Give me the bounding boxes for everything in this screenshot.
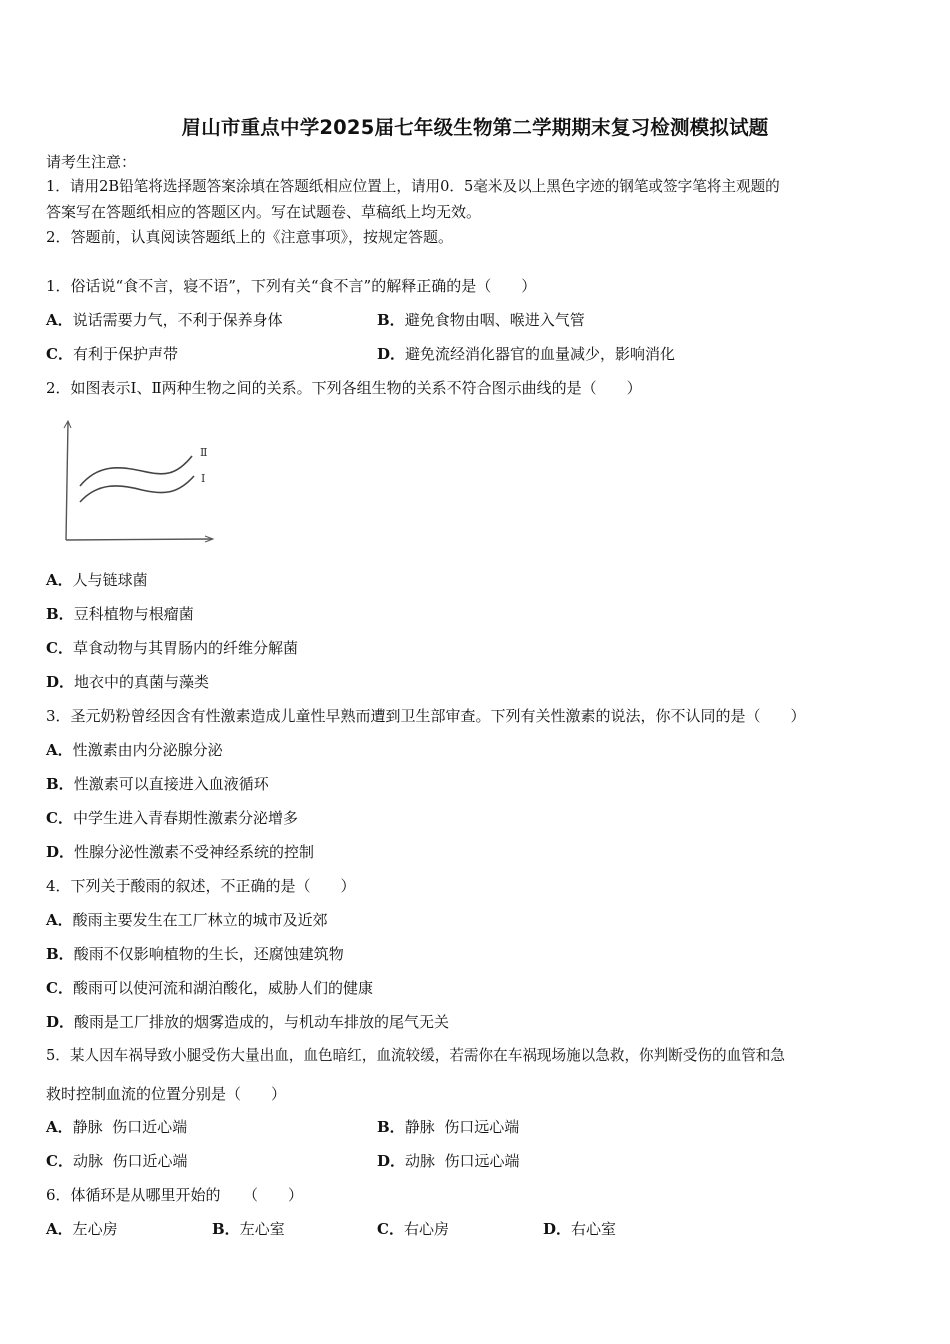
curve-ii — [80, 456, 192, 486]
question-5-option-d: D．动脉 伤口远心端 — [377, 1152, 520, 1170]
notice-item-1-line-1: 1．请用2B铅笔将选择题答案涂填在答题纸相应位置上，请用0．5毫米及以上黑色字迹的钢笔或签字笔将主观题的 — [46, 178, 780, 195]
question-2-option-d: D．地衣中的真菌与藻类 — [46, 673, 210, 691]
curve-i-label: Ⅰ — [201, 472, 206, 485]
question-3-option-a: A．性激素由内分泌腺分泌 — [46, 741, 223, 759]
notice-item-1-line-2: 答案写在答题纸相应的答题区内。写在试题卷、草稿纸上均无效。 — [46, 203, 482, 221]
y-axis — [66, 422, 68, 540]
question-6-stem: 6．体循环是从哪里开始的 （ ） — [46, 1186, 304, 1204]
question-5-option-c: C．动脉 伤口近心端 — [46, 1152, 188, 1170]
question-1-option-d: D．避免流经消化器官的血量减少，影响消化 — [377, 345, 676, 363]
question-6-option-d: D．右心室 — [543, 1220, 617, 1238]
question-1-option-a: A．说话需要力气，不利于保养身体 — [46, 311, 283, 329]
question-6-option-c: C．右心房 — [377, 1220, 449, 1238]
relationship-curve-figure — [58, 418, 218, 546]
question-4-option-d: D．酸雨是工厂排放的烟雾造成的，与机动车排放的尾气无关 — [46, 1013, 450, 1031]
question-3-stem: 3．圣元奶粉曾经因含有性激素造成儿童性早熟而遭到卫生部审查。下列有关性激素的说法，你不认同的是（ ） — [46, 707, 806, 725]
curve-ii-label: Ⅱ — [200, 446, 208, 459]
notice-heading: 请考生注意： — [46, 153, 137, 171]
page-title: 眉山市重点中学2025届七年级生物第二学期期末复习检测模拟试题 — [181, 116, 769, 139]
curve-i — [80, 476, 194, 502]
question-3-option-d: D．性腺分泌性激素不受神经系统的控制 — [46, 843, 315, 861]
question-6-option-b: B．左心室 — [212, 1220, 285, 1238]
question-2-option-c: C．草食动物与其胃肠内的纤维分解菌 — [46, 639, 298, 657]
question-4-option-c: C．酸雨可以使河流和湖泊酸化，威胁人们的健康 — [46, 979, 373, 997]
question-5-stem-line-2: 救时控制血流的位置分别是（ ） — [46, 1085, 287, 1103]
question-1-option-b: B．避免食物由咽、喉进入气管 — [377, 311, 585, 329]
question-3-option-b: B．性激素可以直接进入血液循环 — [46, 775, 269, 793]
question-5-stem-line-1: 5．某人因车祸导致小腿受伤大量出血，血色暗红，血流较缓，若需你在车祸现场施以急救，你判断受伤的血管和急 — [46, 1047, 785, 1064]
question-2-stem: 2．如图表示Ⅰ、Ⅱ两种生物之间的关系。下列各组生物的关系不符合图示曲线的是（ ） — [46, 379, 642, 397]
x-axis — [66, 539, 212, 540]
question-6-option-a: A．左心房 — [46, 1220, 118, 1238]
question-1-option-c: C．有利于保护声带 — [46, 345, 178, 363]
notice-item-2: 2．答题前，认真阅读答题纸上的《注意事项》，按规定答题。 — [46, 228, 454, 246]
question-5-option-b: B．静脉 伤口远心端 — [377, 1118, 520, 1136]
question-4-option-a: A．酸雨主要发生在工厂林立的城市及近郊 — [46, 911, 328, 929]
question-3-option-c: C．中学生进入青春期性激素分泌增多 — [46, 809, 298, 827]
question-4-stem: 4．下列关于酸雨的叙述，不正确的是（ ） — [46, 877, 356, 895]
question-2-option-a: A．人与链球菌 — [46, 571, 148, 589]
question-4-option-b: B．酸雨不仅影响植物的生长，还腐蚀建筑物 — [46, 945, 344, 963]
question-1-stem: 1．俗话说“食不言，寝不语”，下列有关“食不言”的解释正确的是（ ） — [46, 277, 537, 295]
question-2-option-b: B．豆科植物与根瘤菌 — [46, 605, 194, 623]
question-5-option-a: A．静脉 伤口近心端 — [46, 1118, 188, 1136]
